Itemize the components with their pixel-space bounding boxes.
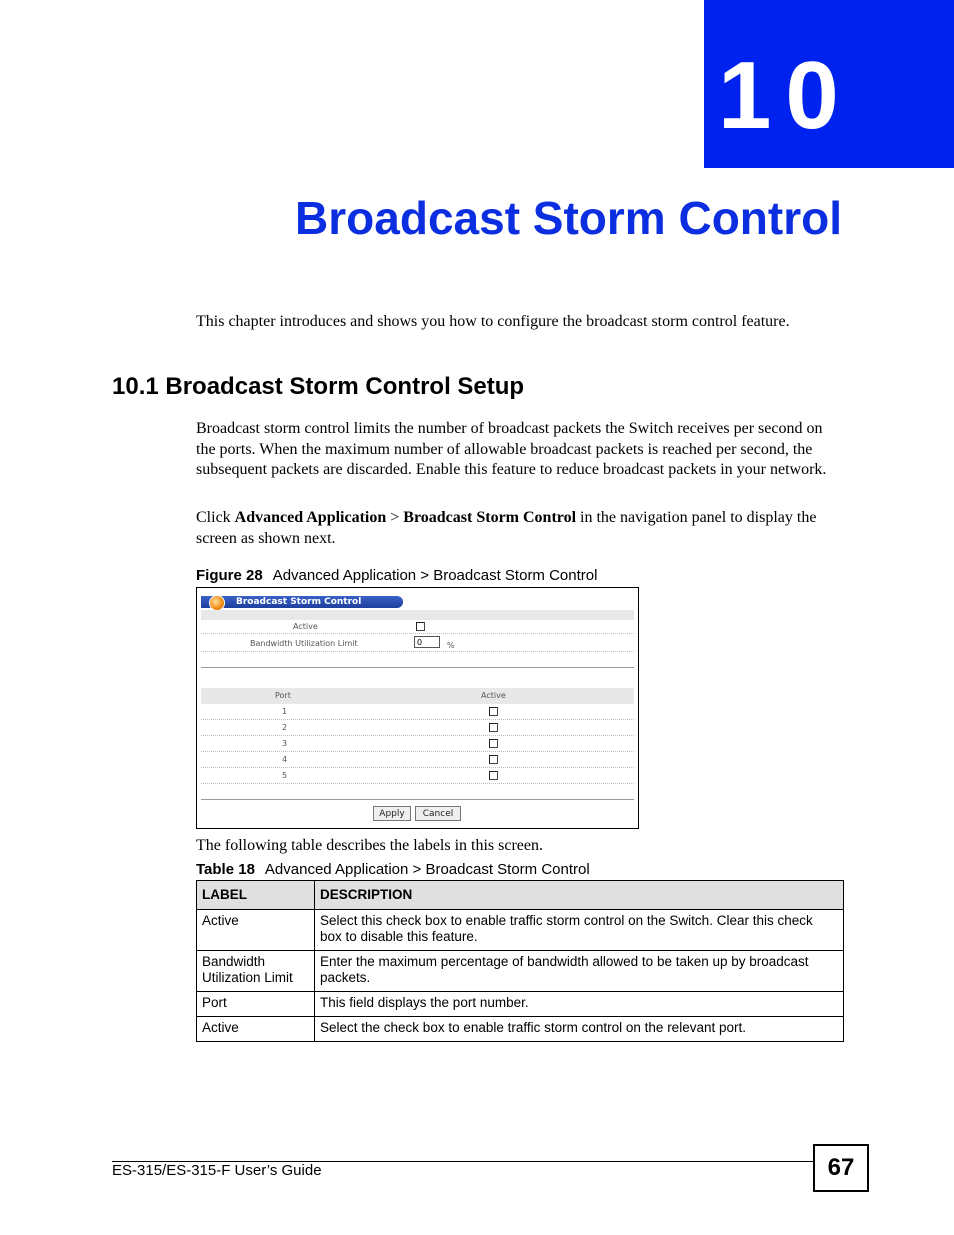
navigation-instruction (196, 508, 844, 549)
port-number: 4 (282, 755, 288, 764)
screen-title-orb-icon (209, 595, 225, 611)
row-description: This field displays the port number. (315, 992, 844, 1017)
intro-paragraph: This chapter introduces and shows you how to configure the broadcast storm control feature. (196, 313, 790, 330)
footer-guide-title: ES-315/ES-315-F User’s Guide (112, 1162, 322, 1179)
bandwidth-unit: % (447, 641, 455, 650)
port-row (201, 704, 634, 720)
figure-caption-label: Figure 28 (196, 567, 263, 584)
row-label: Active (197, 910, 315, 951)
port-table-header (201, 688, 634, 704)
row-description: Enter the maximum percentage of bandwidth allowed to be taken up by broadcast packets. (315, 951, 844, 992)
apply-button[interactable]: Apply (373, 806, 411, 821)
figure-caption-text: Advanced Application > Broadcast Storm Control (272, 567, 598, 584)
label-column-header: LABEL (197, 881, 315, 910)
active-label: Active (293, 622, 318, 631)
bandwidth-label: Bandwidth Utilization Limit (250, 639, 358, 648)
instruction-menu: Advanced Application (234, 509, 387, 526)
label-description-table (196, 880, 844, 1042)
active-checkbox[interactable] (416, 622, 425, 631)
instruction-separator: > (386, 509, 404, 526)
table-intro: The following table describes the labels in this screen. (196, 837, 544, 854)
port-row (201, 768, 634, 784)
screen-title: Broadcast Storm Control (236, 597, 362, 607)
table-row (197, 1017, 844, 1042)
row-description: Select this check box to enable traffic storm control on the Switch. Clear this check box to disable this feature. (315, 910, 844, 951)
row-label: Port (197, 992, 315, 1017)
port-number: 2 (282, 723, 288, 732)
row-label: Active (197, 1017, 315, 1042)
table-caption (196, 861, 590, 879)
chapter-title: Broadcast Storm Control (295, 192, 842, 244)
table-caption-text: Advanced Application > Broadcast Storm Control (264, 861, 590, 878)
port-column-header: Port (275, 691, 291, 700)
figure-caption (196, 567, 597, 585)
port-number: 3 (282, 739, 288, 748)
row-description: Select the check box to enable traffic storm control on the relevant port. (315, 1017, 844, 1042)
chapter-number: 10 (718, 42, 853, 149)
description-column-header: DESCRIPTION (315, 881, 844, 910)
port-active-checkbox[interactable] (489, 755, 498, 764)
port-number: 5 (282, 771, 288, 780)
port-active-checkbox[interactable] (489, 707, 498, 716)
table-row (197, 951, 844, 992)
instruction-pre: Click (196, 509, 235, 526)
section-paragraph: Broadcast storm control limits the number of broadcast packets the Switch receives per second on the ports. When the maximum number of allowable broadcast packets is reached per second, the subsequent packets are discarded. Enable this feature to reduce broadcast packets in your network. (196, 420, 827, 478)
port-number: 1 (282, 707, 288, 716)
table-row (197, 910, 844, 951)
instruction-post: in the navigation panel to display the screen as shown next. (196, 509, 817, 547)
port-active-checkbox[interactable] (489, 739, 498, 748)
settings-header-band (201, 610, 634, 620)
row-label: Bandwidth Utilization Limit (197, 951, 315, 992)
table-row (197, 992, 844, 1017)
active-column-header: Active (481, 691, 506, 700)
bandwidth-input[interactable]: 0 (414, 636, 440, 648)
port-active-checkbox[interactable] (489, 723, 498, 732)
cancel-button[interactable]: Cancel (415, 806, 461, 821)
button-separator (201, 799, 634, 800)
instruction-submenu: Broadcast Storm Control (403, 509, 577, 526)
page-number: 67 (813, 1144, 869, 1192)
table-caption-label: Table 18 (196, 861, 255, 878)
port-row (201, 720, 634, 736)
table-header-row (197, 881, 844, 910)
section-separator (201, 667, 634, 668)
screen-figure (196, 587, 639, 829)
port-row (201, 752, 634, 768)
port-active-checkbox[interactable] (489, 771, 498, 780)
section-heading: 10.1 Broadcast Storm Control Setup (112, 373, 525, 400)
port-row (201, 736, 634, 752)
